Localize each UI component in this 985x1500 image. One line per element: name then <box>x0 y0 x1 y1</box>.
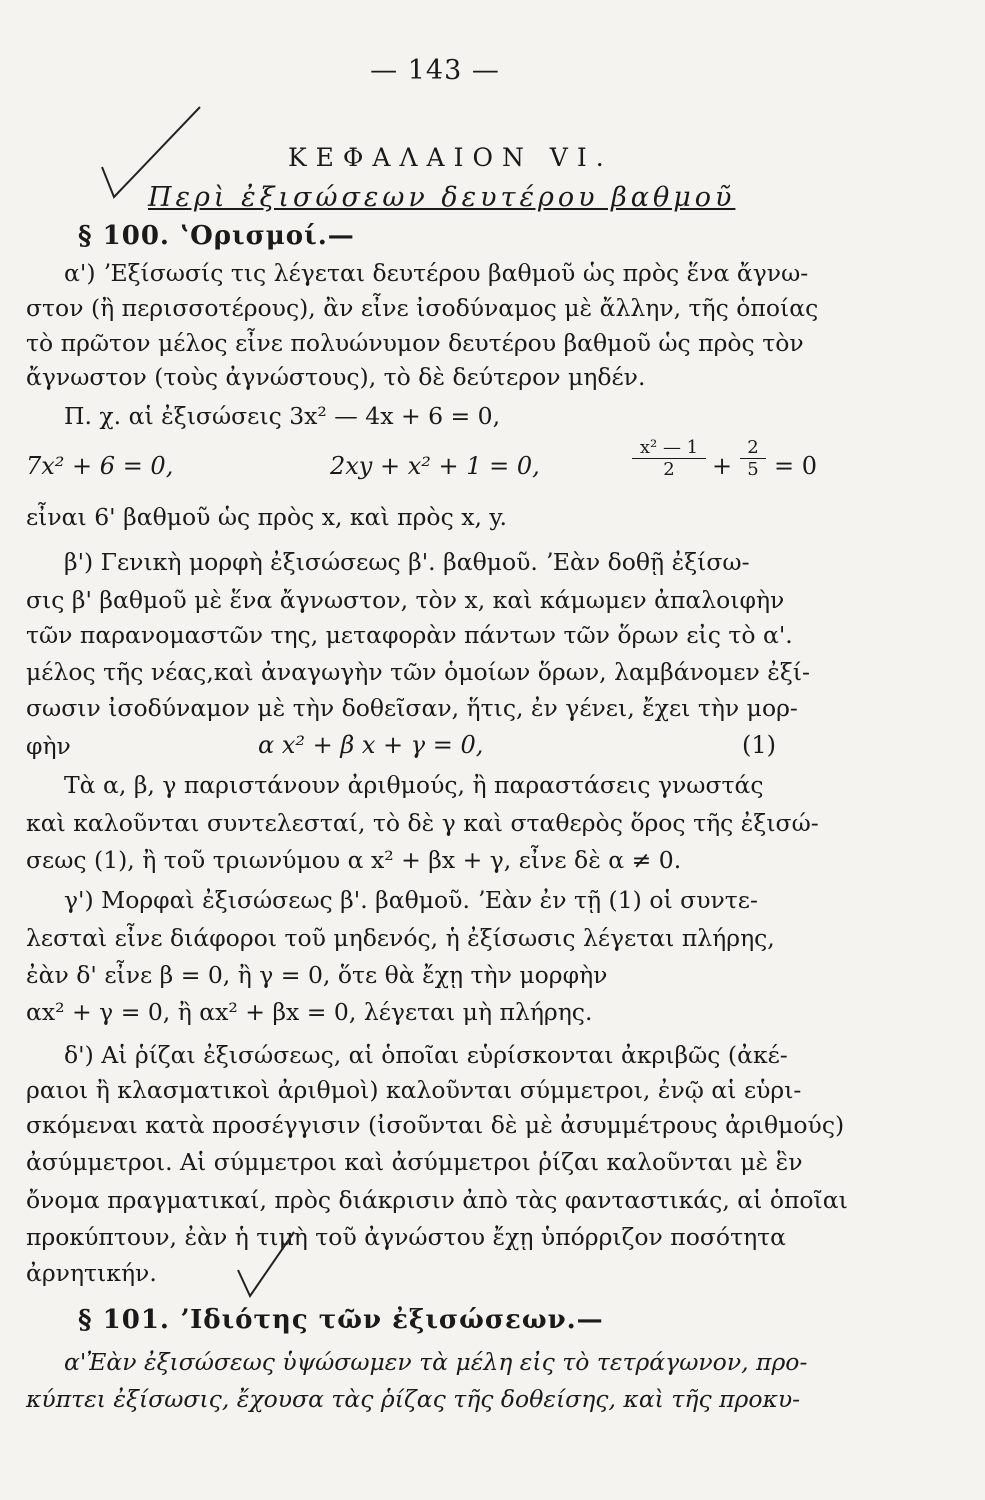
text-line: μέλος τῆς νέας,καὶ ἀναγωγὴν τῶν ὁμοίων ὅρων, λαμβάνομεν ἐξί- <box>26 658 810 686</box>
section-100-heading: § 100. ʽΟρισμοί.— <box>78 221 355 251</box>
text-line: κύπτει ἐξίσωσις, ἔχουσα τὰς ῥίζας τῆς δοθείσης, καὶ τῆς προκυ- <box>26 1385 801 1413</box>
fraction-denominator: 5 <box>747 459 759 480</box>
text-line: σεως (1), ἢ τοῦ τριωνύμου α x² + βx + γ, εἶνε δὲ α ≠ 0. <box>26 846 682 874</box>
general-form-equation: α x² + β x + γ = 0, <box>258 731 484 759</box>
equals-zero: = 0 <box>774 452 818 480</box>
chapter-subtitle: Περὶ ἐξισώσεων δευτέρου βαθμοῦ <box>148 182 736 213</box>
text-line: στον (ἢ περισσοτέρους), ἂν εἶνε ἰσοδύναμος μὲ ἄλλην, τῆς ὁποίας <box>26 294 819 322</box>
equation: 2xy + x² + 1 = 0, <box>330 452 540 480</box>
pencil-checkmark-icon <box>236 1230 296 1300</box>
text-line: τῶν παρανομαστῶν της, μεταφορὰν πάντων τῶν ὅρων εἰς τὸ α'. <box>26 621 793 649</box>
text-line: γ') Μορφαὶ ἐξισώσεως β'. βαθμοῦ. ʼΕὰν ἐν τῇ (1) οἱ συντε- <box>64 886 758 914</box>
text-line: εἶναι 6' βαθμοῦ ὡς πρὸς x, καὶ πρὸς x, y. <box>26 503 508 531</box>
text-line: ἐὰν δ' εἶνε β = 0, ἢ γ = 0, ὅτε θὰ ἔχῃ τὴν μορφὴν <box>26 961 608 989</box>
plus-sign: + <box>712 452 733 480</box>
fraction-numerator: 2 <box>740 437 766 459</box>
chapter-title: ΚΕΦΑΛΑΙΟΝ VI. <box>288 143 613 172</box>
text-line: ἀρνητικήν. <box>26 1259 157 1287</box>
text-line: σωσιν ἰσοδύναμον μὲ τὴν δοθεῖσαν, ἥτις, ἐν γένει, ἔχει τὴν μορ- <box>26 694 798 722</box>
text-line: τὸ πρῶτον μέλος εἶνε πολυώνυμον δευτέρου βαθμοῦ ὡς πρὸς τὸν <box>26 329 804 357</box>
text-line: λεσταὶ εἶνε διάφοροι τοῦ μηδενός, ἡ ἐξίσωσις λέγεται πλήρης, <box>26 924 775 952</box>
text-line: καὶ καλοῦνται συντελεσταί, τὸ δὲ γ καὶ σταθερὸς ὅρος τῆς ἐξισώ- <box>26 809 819 837</box>
text-line: ἀσύμμετροι. Αἱ σύμμετροι καὶ ἀσύμμετροι ῥίζαι καλοῦνται μὲ ἓν <box>26 1148 803 1176</box>
fraction <box>740 437 766 480</box>
text-line: σκόμεναι κατὰ προσέγγισιν (ἰσοῦνται δὲ μὲ ἀσυμμέτρους ἀριθμούς) <box>26 1111 845 1139</box>
text-line: Π. χ. αἱ ἐξισώσεις 3x² — 4x + 6 = 0, <box>64 402 501 430</box>
fraction-numerator: x² — 1 <box>632 437 706 459</box>
text-line: β') Γενικὴ μορφὴ ἐξισώσεως β'. βαθμοῦ. ʼΕὰν δοθῇ ἐξίσω- <box>64 548 750 576</box>
page-number: — 143 — <box>370 55 500 86</box>
fraction-denominator: 2 <box>663 459 675 480</box>
text-line: αx² + γ = 0, ἢ αx² + βx = 0, λέγεται μὴ πλήρης. <box>26 998 593 1026</box>
text-line: α'Ἐὰν ἐξισώσεως ὑψώσωμεν τὰ μέλη εἰς τὸ τετράγωνον, προ- <box>64 1348 808 1376</box>
fraction <box>632 437 706 480</box>
equation-number: (1) <box>742 731 776 759</box>
text-line: ὄνομα πραγματικαί, πρὸς διάκρισιν ἀπὸ τὰς φανταστικάς, αἱ ὁποῖαι <box>26 1186 848 1214</box>
text-line: δ') Αἱ ῥίζαι ἐξισώσεως, αἱ ὁποῖαι εὑρίσκονται ἀκριβῶς (ἀκέ- <box>64 1041 788 1069</box>
equation: 7x² + 6 = 0, <box>26 452 174 480</box>
text-line: ἄγνωστον (τοὺς ἀγνώστους), τὸ δὲ δεύτερον μηδέν. <box>26 363 646 391</box>
text-line: ραιοι ἢ κλασματικοὶ ἀριθμοὶ) καλοῦνται σύμμετροι, ἐνῷ αἱ εὑρι- <box>26 1076 802 1104</box>
text-line: σις β' βαθμοῦ μὲ ἕνα ἄγνωστον, τὸν x, καὶ κάμωμεν ἀπαλοιφὴν <box>26 586 785 614</box>
text-line: α') ʼΕξίσωσίς τις λέγεται δευτέρου βαθμοῦ ὡς πρὸς ἕνα ἄγνω- <box>64 259 809 287</box>
text-line: προκύπτουν, ἐὰν ἡ τιμὴ τοῦ ἀγνώστου ἔχῃ ὑπόρριζον ποσότητα <box>26 1223 787 1251</box>
text-line: φὴν <box>26 732 71 760</box>
section-101-heading: § 101. ʼΙδιότης τῶν ἐξισώσεων.— <box>78 1305 604 1335</box>
text-line: Τὰ α, β, γ παριστάνουν ἀριθμούς, ἢ παραστάσεις γνωστάς <box>64 771 764 799</box>
